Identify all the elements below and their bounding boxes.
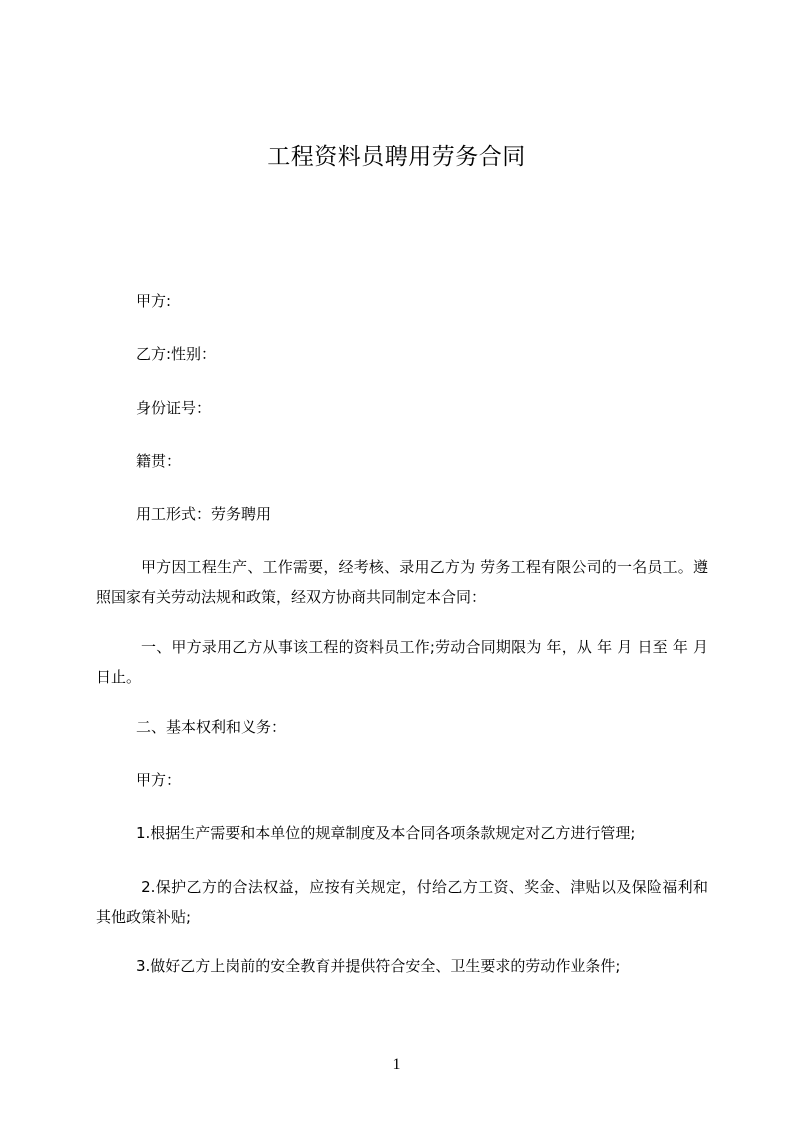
clause-1-paragraph: 一、甲方录用乙方从事该工程的资料员工作;劳动合同期限为 年，从 年 月 日至 年 月 日止。 bbox=[96, 638, 713, 686]
preamble-paragraph: 甲方因工程生产、工作需要，经考核、录用乙方为 劳务工程有限公司的一名员工。遵照国家有关劳动法规和政策，经双方协商共同制定本合同： bbox=[96, 558, 708, 606]
party-a-duty-2: 2.保护乙方的合法权益，应按有关规定，付给乙方工资、奖金、津贴以及保险福利和其他政策补贴; bbox=[96, 878, 708, 926]
document-title: 工程资料员聘用劳务合同 bbox=[267, 144, 526, 170]
native-place-line: 籍贯： bbox=[136, 452, 182, 470]
party-a-duty-3: 3.做好乙方上岗前的安全教育并提供符合安全、卫生要求的劳动作业条件; bbox=[136, 957, 621, 975]
party-a-heading: 甲方： bbox=[136, 771, 182, 789]
party-a-line: 甲方: bbox=[136, 292, 172, 310]
employment-form-line: 用工形式：劳务聘用 bbox=[136, 505, 272, 523]
id-number-line: 身份证号： bbox=[136, 399, 212, 417]
party-b-gender-line: 乙方:性别： bbox=[136, 345, 217, 363]
page-number: 1 bbox=[392, 1056, 401, 1073]
party-a-duty-1: 1.根据生产需要和本单位的规章制度及本合同各项条款规定对乙方进行管理; bbox=[136, 824, 636, 842]
clause-2-heading: 二、基本权利和义务： bbox=[136, 718, 287, 736]
